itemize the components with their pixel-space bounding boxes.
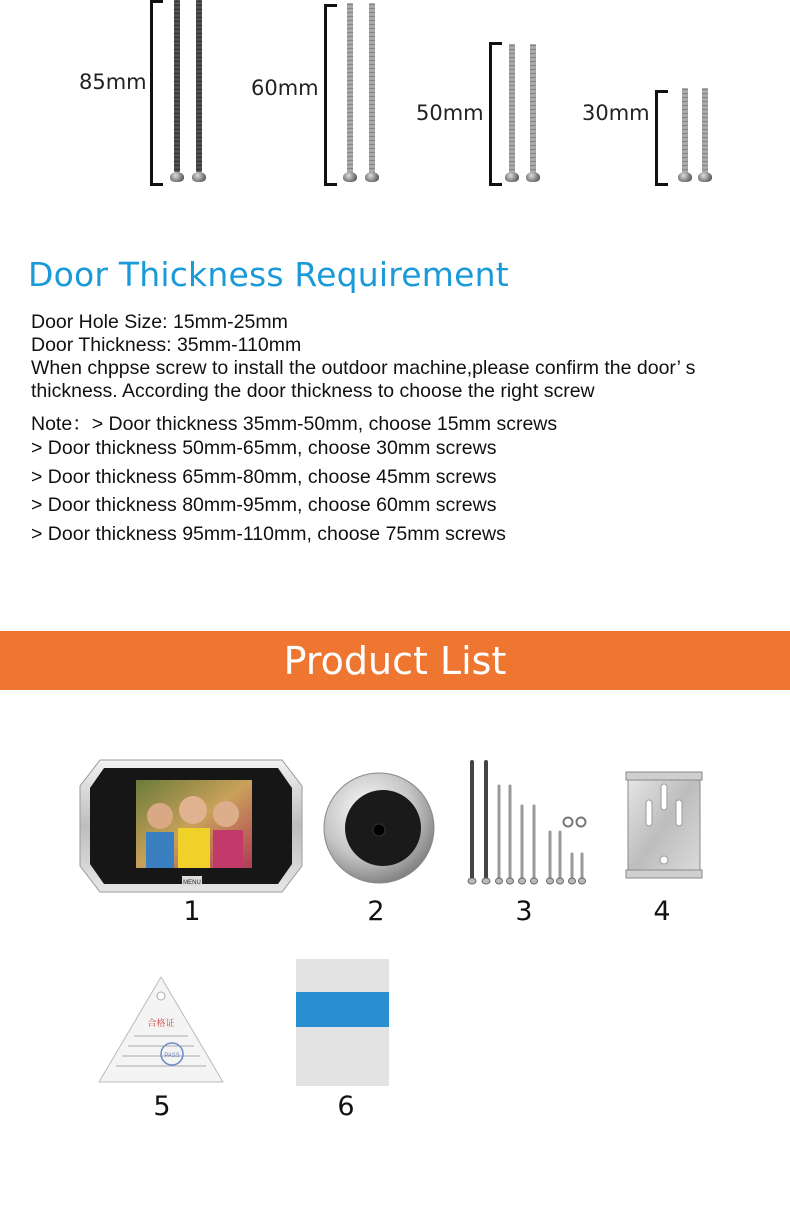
mounting-plate-icon bbox=[624, 770, 704, 882]
screw-icon bbox=[369, 3, 375, 173]
spec-note-line: > Door thickness 65mm-80mm, choose 45mm screws bbox=[31, 466, 497, 488]
screw-head-icon bbox=[192, 172, 206, 182]
length-bracket bbox=[324, 4, 337, 186]
length-bracket bbox=[655, 90, 668, 186]
certificate-tag-icon bbox=[96, 974, 226, 1086]
adhesive-tape-icon bbox=[296, 959, 389, 1086]
screw-icon bbox=[682, 88, 688, 174]
screw-icon bbox=[702, 88, 708, 174]
screw-head-icon bbox=[505, 172, 519, 182]
spec-note-line: > Door thickness 80mm-95mm, choose 60mm screws bbox=[31, 494, 497, 516]
spec-note-line: > Door thickness 95mm-110mm, choose 75mm screws bbox=[31, 523, 506, 545]
menu-button-text: MENU bbox=[183, 880, 201, 886]
item-number: 6 bbox=[337, 1091, 355, 1122]
pass-badge: PASS bbox=[164, 1053, 180, 1059]
screw-length-label: 50mm bbox=[416, 101, 484, 125]
spec-line: thickness. According the door thickness to choose the right screw bbox=[31, 380, 595, 402]
item-number: 1 bbox=[183, 896, 201, 927]
screw-icon bbox=[347, 3, 353, 173]
screw-icon bbox=[174, 0, 180, 172]
screw-length-label: 85mm bbox=[79, 70, 147, 94]
screw-head-icon bbox=[698, 172, 712, 182]
banner-title: Product List bbox=[283, 639, 507, 683]
item-number: 2 bbox=[367, 896, 385, 927]
spec-line: Door Thickness: 35mm-110mm bbox=[31, 334, 302, 356]
screw-icon bbox=[196, 0, 202, 172]
item-number: 4 bbox=[653, 896, 671, 927]
item-number: 3 bbox=[515, 896, 533, 927]
spec-line: Door Hole Size: 15mm-25mm bbox=[31, 311, 288, 333]
screw-icon bbox=[530, 44, 536, 174]
indoor-monitor-icon bbox=[78, 758, 304, 894]
screw-head-icon bbox=[526, 172, 540, 182]
screw-head-icon bbox=[170, 172, 184, 182]
length-bracket bbox=[150, 0, 163, 186]
screw-icon bbox=[509, 44, 515, 174]
screw-head-icon bbox=[365, 172, 379, 182]
item-number: 5 bbox=[153, 1091, 171, 1122]
spec-note-line: Note：> Door thickness 35mm-50mm, choose 15mm screws bbox=[31, 413, 558, 435]
screw-length-label: 60mm bbox=[251, 76, 319, 100]
screw-length-label: 30mm bbox=[582, 101, 650, 125]
section-title: Door Thickness Requirement bbox=[28, 255, 509, 294]
outdoor-camera-icon bbox=[323, 772, 435, 884]
product-list-banner bbox=[0, 631, 790, 690]
screw-head-icon bbox=[678, 172, 692, 182]
tape-stripe bbox=[296, 992, 389, 1027]
length-bracket bbox=[489, 42, 502, 186]
screws-set-icon bbox=[464, 758, 590, 886]
tag-title: 合格证 bbox=[147, 1018, 175, 1028]
spec-line: When chppse screw to install the outdoor machine,please confirm the door’ s bbox=[31, 357, 696, 379]
screw-head-icon bbox=[343, 172, 357, 182]
spec-note-line: > Door thickness 50mm-65mm, choose 30mm screws bbox=[31, 437, 497, 459]
